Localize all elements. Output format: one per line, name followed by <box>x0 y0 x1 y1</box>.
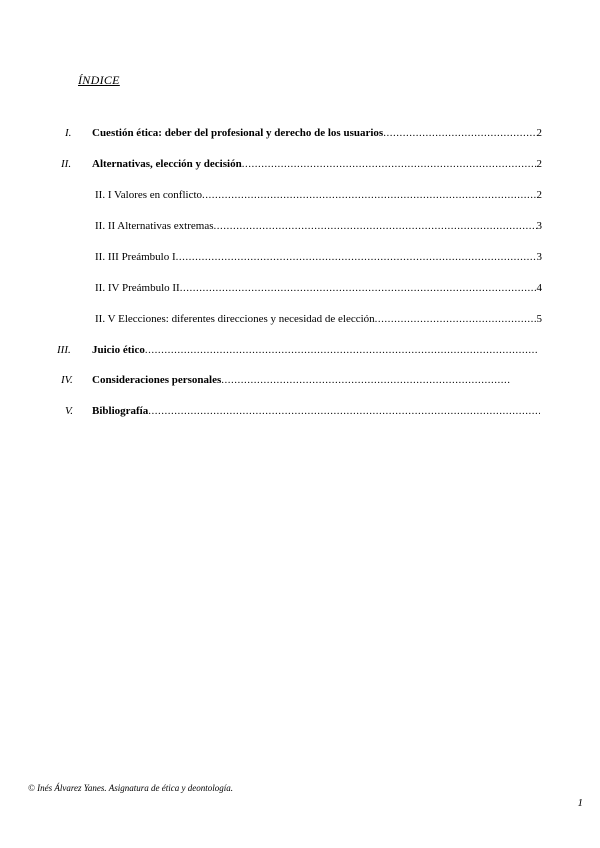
toc-page-number: 2 <box>536 189 542 201</box>
toc-entry[interactable] <box>0 342 600 358</box>
dot-leader <box>176 249 537 265</box>
toc-label: Alternativas, elección y decisión <box>92 158 242 170</box>
toc-subentry[interactable] <box>0 187 600 203</box>
toc-label: II. IV Preámbulo II <box>95 282 180 294</box>
toc-subentry[interactable] <box>0 249 600 265</box>
toc-label: Juicio ético <box>92 344 145 356</box>
toc-numeral: I. <box>65 127 72 139</box>
toc-page-number: 3 <box>536 251 542 263</box>
toc-page-number: 2 <box>536 158 542 170</box>
dot-leader <box>202 187 536 203</box>
dot-leader <box>148 403 540 419</box>
toc-entry[interactable] <box>0 156 600 172</box>
toc-label: II. III Preámbulo I <box>95 251 176 263</box>
toc-entry[interactable] <box>0 125 600 141</box>
toc-numeral: V. <box>65 405 74 417</box>
toc-page-number: 4 <box>536 282 542 294</box>
toc-subentry[interactable] <box>0 218 600 234</box>
dot-leader <box>383 125 536 141</box>
dot-leader <box>180 280 537 296</box>
toc-page-number: 5 <box>536 313 542 325</box>
dot-leader <box>221 372 510 388</box>
footer-copyright: © Inés Álvarez Yanes. Asignatura de ética y deontología. <box>28 783 233 793</box>
toc-subentry[interactable] <box>0 311 600 327</box>
toc-label: II. I Valores en conflicto <box>95 189 203 201</box>
page-number: 1 <box>577 797 583 809</box>
toc-entry[interactable] <box>0 372 600 388</box>
page-title: ÍNDICE <box>78 73 120 87</box>
dot-leader <box>375 311 537 327</box>
toc-page-number: 2 <box>536 127 542 139</box>
toc-label: II. II Alternativas extremas <box>95 220 214 232</box>
toc-page-number: 3 <box>536 220 542 232</box>
toc-numeral: II. <box>61 158 72 170</box>
toc-numeral: IV. <box>61 374 73 386</box>
dot-leader <box>242 156 537 172</box>
toc-label: Cuestión ética: deber del profesional y derecho de los usuarios <box>92 127 384 139</box>
toc-subentry[interactable] <box>0 280 600 296</box>
dot-leader <box>214 218 537 234</box>
toc-numeral: III. <box>57 344 71 356</box>
dot-leader <box>145 342 537 358</box>
toc-label: Bibliografía <box>92 405 149 417</box>
toc-label: Consideraciones personales <box>92 374 222 386</box>
toc-entry[interactable] <box>0 403 600 419</box>
toc-label: II. V Elecciones: diferentes direcciones y necesidad de elección <box>95 313 375 325</box>
